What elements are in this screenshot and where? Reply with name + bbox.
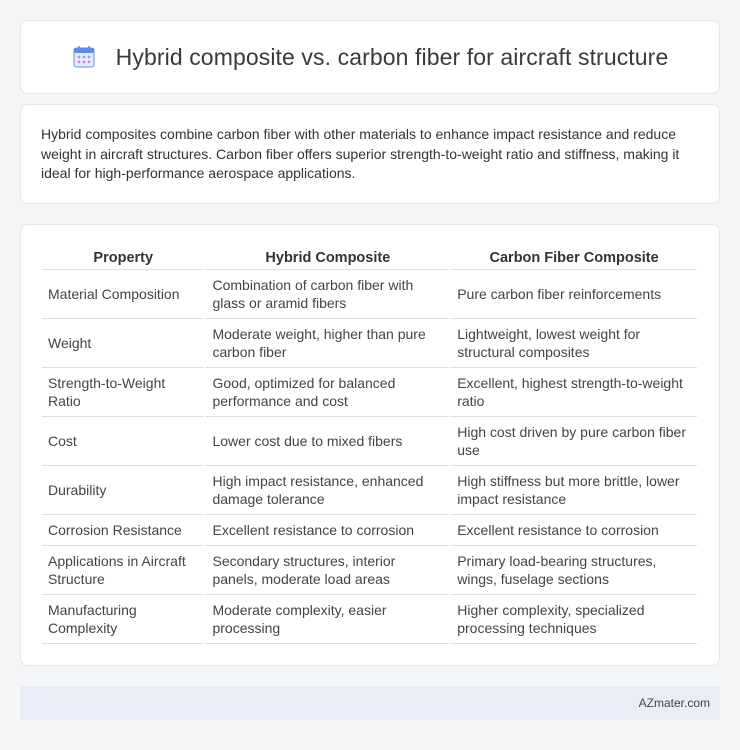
cell-carbon: Pure carbon fiber reinforcements xyxy=(451,270,697,319)
cell-carbon: Lightweight, lowest weight for structural composites xyxy=(451,319,697,368)
cell-hybrid: Secondary structures, interior panels, moderate load areas xyxy=(206,546,449,595)
cell-property: Durability xyxy=(42,466,204,515)
cell-hybrid: High impact resistance, enhanced damage tolerance xyxy=(206,466,449,515)
comparison-table-card xyxy=(20,224,720,666)
table-row xyxy=(42,319,697,368)
cell-property: Cost xyxy=(42,417,204,466)
comparison-table xyxy=(40,244,699,644)
cell-hybrid: Lower cost due to mixed fibers xyxy=(206,417,449,466)
table-header-row xyxy=(42,244,697,270)
cell-carbon: Excellent resistance to corrosion xyxy=(451,515,697,546)
cell-hybrid: Moderate complexity, easier processing xyxy=(206,595,449,644)
page-title: Hybrid composite vs. carbon fiber for aircraft structure xyxy=(115,43,669,70)
cell-hybrid: Good, optimized for balanced performance and cost xyxy=(206,368,449,417)
cell-hybrid: Moderate weight, higher than pure carbon fiber xyxy=(206,319,449,368)
cell-carbon: Higher complexity, specialized processing techniques xyxy=(451,595,697,644)
header-hybrid-composite: Hybrid Composite xyxy=(206,244,449,270)
header-property: Property xyxy=(42,244,204,270)
footer-site-link[interactable]: AZmater.com xyxy=(638,696,710,710)
cell-property: Strength-to-Weight Ratio xyxy=(42,368,204,417)
summary-text: Hybrid composites combine carbon fiber with other materials to enhance impact resistance and reduce weight in aircraft structures. Carbon fiber offers superior strength-to-weight ratio and stiffness, making it ideal for high-performance aerospace applications. xyxy=(41,126,680,181)
table-row xyxy=(42,546,697,595)
cell-property: Manufacturing Complexity xyxy=(42,595,204,644)
table-row xyxy=(42,417,697,466)
table-row xyxy=(42,515,697,546)
cell-carbon: High stiffness but more brittle, lower impact resistance xyxy=(451,466,697,515)
cell-property: Weight xyxy=(42,319,204,368)
header-carbon-fiber-composite: Carbon Fiber Composite xyxy=(451,244,697,270)
table-row xyxy=(42,466,697,515)
table-row xyxy=(42,270,697,319)
cell-carbon: Primary load-bearing structures, wings, fuselage sections xyxy=(451,546,697,595)
cell-hybrid: Excellent resistance to corrosion xyxy=(206,515,449,546)
table-row xyxy=(42,595,697,644)
cell-property: Applications in Aircraft Structure xyxy=(42,546,204,595)
cell-hybrid: Combination of carbon fiber with glass or aramid fibers xyxy=(206,270,449,319)
cell-property: Corrosion Resistance xyxy=(42,515,204,546)
title-card xyxy=(20,20,720,94)
cell-carbon: High cost driven by pure carbon fiber use xyxy=(451,417,697,466)
summary-card xyxy=(20,104,720,204)
footer xyxy=(20,686,720,720)
cell-property: Material Composition xyxy=(42,270,204,319)
table-row xyxy=(42,368,697,417)
calendar-icon xyxy=(72,45,96,69)
cell-carbon: Excellent, highest strength-to-weight ratio xyxy=(451,368,697,417)
